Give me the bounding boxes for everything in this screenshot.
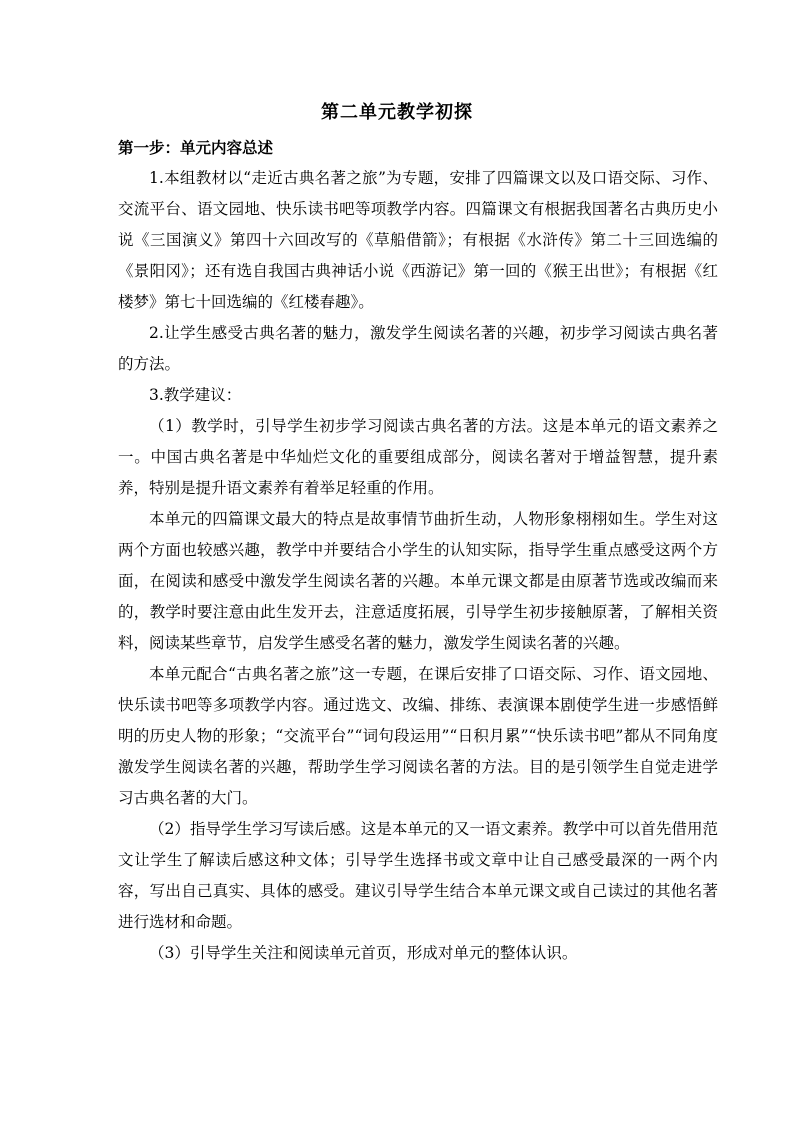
paragraph: 本单元配合“古典名著之旅”这一专题，在课后安排了口语交际、习作、语文园地、快乐读书吧等多项教学内容。通过选文、改编、排练、表演课本剧使学生进一步感悟鲜明的历史人物的形象；“交流平台”“词句段运用”“日积月累”“快乐读书吧”都从不同角度激发学生阅读名著的兴趣，帮助学生学习阅读名著的方法。目的是引领学生自觉走进学习古典名著的大门。 (118, 665, 718, 807)
section-heading: 第一步：单元内容总述 (118, 138, 274, 157)
paragraph: 2.让学生感受古典名著的魅力，激发学生阅读名著的兴趣，初步学习阅读古典名著的方法。 (118, 324, 718, 373)
paragraph: 1.本组教材以“走近古典名著之旅”为专题，安排了四篇课文以及口语交际、习作、交流平台、语文园地、快乐读书吧等项教学内容。四篇课文有根据我国著名古典历史小说《三国演义》第四十六回改写的《草船借箭》；有根据《水浒传》第二十三回选编的《景阳冈》；还有选自我国古典神话小说《西游记》第一回的《猴王出世》；有根据《红楼梦》第七十回选编的《红楼春趣》。 (118, 169, 718, 311)
paragraph: （1）教学时，引导学生初步学习阅读古典名著的方法。这是本单元的语文素养之一。中国古典名著是中华灿烂文化的重要组成部分，阅读名著对于增益智慧，提升素养，特别是提升语文素养有着举足轻重的作用。 (118, 417, 718, 497)
paragraph: 本单元的四篇课文最大的特点是故事情节曲折生动，人物形象栩栩如生。学生对这两个方面也较感兴趣，教学中并要结合小学生的认知实际，指导学生重点感受这两个方面，在阅读和感受中激发学生阅读名著的兴趣。本单元课文都是由原著节选或改编而来的，教学时要注意由此生发开去，注意适度拓展，引导学生初步接触原著，了解相关资料，阅读某些章节，启发学生感受名著的魅力，激发学生阅读名著的兴趣。 (118, 510, 718, 652)
page-title: 第二单元教学初探 (321, 102, 473, 123)
document-body (118, 132, 718, 969)
paragraph: （3）引导学生关注和阅读单元首页，形成对单元的整体认识。 (149, 944, 578, 962)
paragraph: 3.教学建议： (149, 386, 242, 404)
paragraph: （2）指导学生学习写读后感。这是本单元的又一语文素养。教学中可以首先借用范文让学生了解读后感这种文体；引导学生选择书或文章中让自己感受最深的一两个内容，写出自己真实、具体的感受。建议引导学生结合本单元课文或自己读过的其他名著进行选材和命题。 (118, 820, 718, 931)
